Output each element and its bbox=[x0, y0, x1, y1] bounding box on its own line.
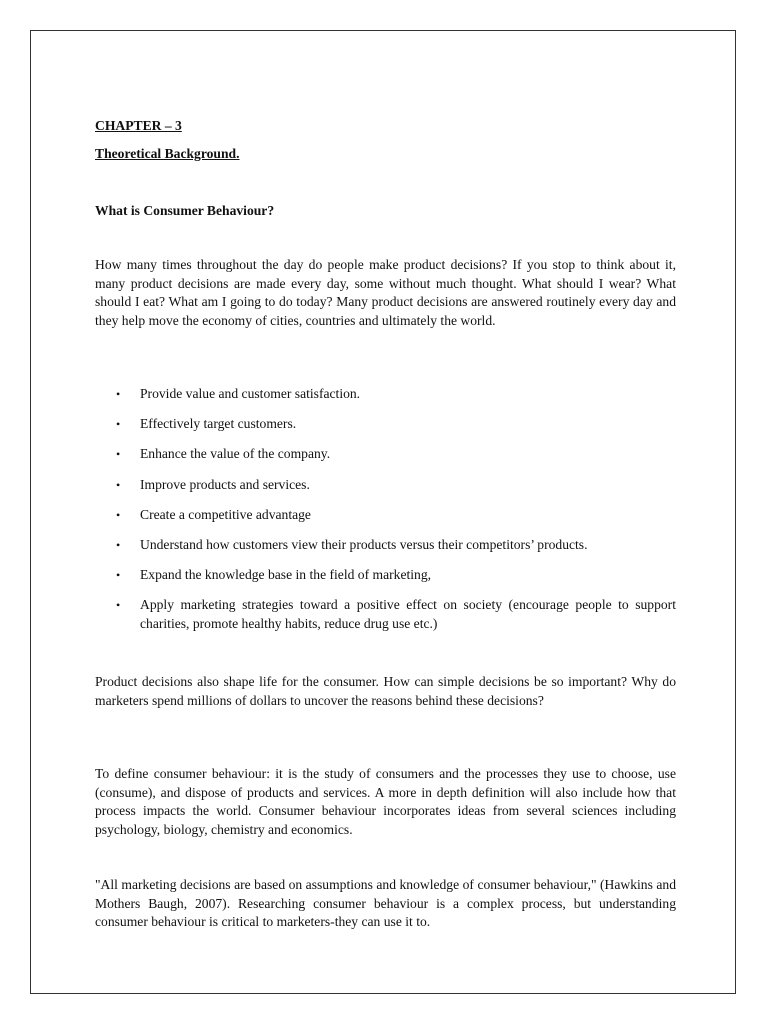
benefits-list bbox=[95, 385, 676, 645]
chapter-heading: CHAPTER – 3 bbox=[95, 118, 182, 133]
list-item-text: Expand the knowledge base in the field of marketing, bbox=[140, 567, 432, 583]
bullet-icon: • bbox=[116, 568, 121, 583]
list-item bbox=[95, 445, 676, 464]
list-item bbox=[95, 596, 676, 633]
bullet-icon: • bbox=[116, 477, 121, 492]
list-item bbox=[95, 566, 676, 585]
bullet-icon: • bbox=[116, 537, 121, 552]
list-item bbox=[95, 385, 676, 404]
question-heading: What is Consumer Behaviour? bbox=[95, 203, 275, 218]
list-item-text: Create a competitive advantage bbox=[140, 506, 311, 522]
list-item bbox=[95, 506, 676, 525]
list-item bbox=[95, 536, 676, 555]
bullet-icon: • bbox=[116, 507, 121, 522]
bullet-icon: • bbox=[116, 447, 121, 462]
list-item-text: Effectively target customers. bbox=[140, 416, 297, 432]
list-item-text: Enhance the value of the company. bbox=[140, 446, 331, 462]
paragraph-intro: How many times throughout the day do people make product decisions? If you stop to think about it, many product decisions are made every day, some without much thought. What should I wear? What should I eat? What am I going to do today? Many product decisions are answered routinely every day and they help move the economy of cities, countries and ultimately the world. bbox=[95, 257, 676, 328]
list-item bbox=[95, 415, 676, 434]
section-title: Theoretical Background. bbox=[95, 146, 240, 161]
list-item-text: Improve products and services. bbox=[140, 476, 310, 492]
document-page bbox=[30, 30, 736, 994]
list-item-text: Apply marketing strategies toward a positive effect on society (encourage people to support charities, promote healthy habits, reduce drug use etc.) bbox=[140, 597, 676, 631]
paragraph-product-decisions: Product decisions also shape life for the consumer. How can simple decisions be so important? Why do marketers spend millions of dollars to uncover the reasons behind these decisions? bbox=[95, 674, 676, 708]
list-item bbox=[95, 476, 676, 495]
list-item-text: Provide value and customer satisfaction. bbox=[140, 386, 361, 401]
paragraph-definition: To define consumer behaviour: it is the study of consumers and the processes they use to choose, use (consume), and dispose of products and services. A more in depth definition will also include how that process impacts the world. Consumer behaviour incorporates ideas from several sciences including psychology, biology, chemistry and economics. bbox=[95, 766, 676, 837]
bullet-icon: • bbox=[116, 387, 121, 401]
bullet-icon: • bbox=[116, 598, 121, 613]
bullet-icon: • bbox=[116, 417, 121, 432]
paragraph-quote: "All marketing decisions are based on assumptions and knowledge of consumer behaviour," (Hawkins and Mothers Baugh, 2007). Researching consumer behaviour is a complex process, but understanding consumer behaviour is critical to marketers-they can use it to. bbox=[95, 877, 676, 929]
list-item-text: Understand how customers view their products versus their competitors’ products. bbox=[140, 536, 588, 552]
